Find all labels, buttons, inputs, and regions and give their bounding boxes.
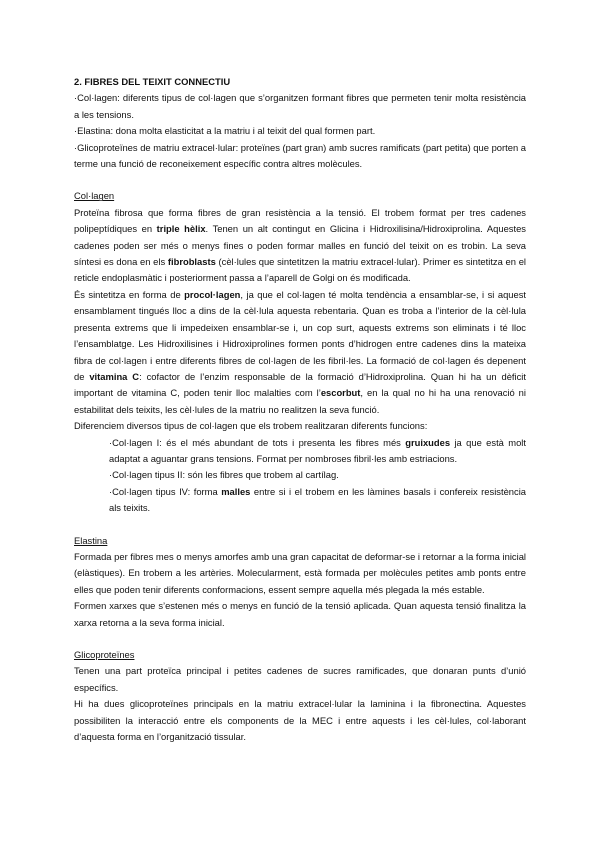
intro-elastin: ·Elastina: dona molta elasticitat a la matriu i al teixit del qual formen part. [74,125,376,137]
collagen-heading: Col·lagen [74,190,115,202]
intro-collagen: ·Col·lagen: diferents tipus de col·lagen que s’organitzen formant fibres que permeten tenir molta resistència a les tensions. [74,92,526,120]
collagen-type-4: ·Col·lagen tipus IV: forma malles entre si i el trobem en les làmines basals i confereix resistència als teixits. [109,485,526,514]
elastin-paragraph-2: Formen xarxes que s’estenen més o menys en funció de la tensió aplicada. Quan aquesta tensió finalitza la xarxa retorna a la seva forma inicial. [74,600,526,628]
glycoproteins-paragraph-1: Tenen una part proteïca principal i petites cadenes de sucres ramificades, que donaran punts d’unió específics. [74,665,526,693]
intro-glycoproteins: ·Glicoproteïnes de matriu extracel·lular: proteïnes (part gran) amb sucres ramificats (part petita) que porten a terme una funció de reconeixement específic contra altres molècules. [74,141,526,170]
glycoproteins-heading: Glicoproteïnes [74,649,135,660]
collagen-paragraph-2: És sintetitza en forma de procol·lagen, ja que el col·lagen té molta tendència a ensamblar-se, i si aquest ensamblament tingués lloc a dins de la cèl·lula aquesta rebentaria. Quan es troba a l’interior de la cèl·lula presenta extrems que li impedeixen ensamblar-se i, un cop surt, aquests extrems son eliminats i té lloc l’ensamblatge. Les Hidroxilisines i Hidroxiprolines formen ponts d’hidrogen entre cadenes dins la mateixa fibra de col·lagen i entre diferents fibres de col·lagen de les fibril·les. La formació de col·lagen és depenent de vitamina C: cofactor de l’enzim responsable de la formació d’Hidroxiprolina. Quan hi ha un dèficit important de vitamina C, poden tenir lloc malalties com l’escorbut, en la qual no hi ha una renovació ni estabilitat dels teixits, les cèl·lules de la matriu no realitzen la seva funció. [74,288,526,415]
collagen-type-2: ·Col·lagen tipus II: són les fibres que trobem al cartílag. [109,469,339,481]
glycoproteins-paragraph-2: Hi ha dues glicoproteïnes principals en la matriu extracel·lular la laminina i la fibronectina. Aquestes possibiliten la interacció entre els components de la MEC i entre aquests i les cèl·lules, col·laborant d’aquesta forma en l’organització tissular. [74,698,526,743]
collagen-types-intro: Diferenciem diversos tipus de col·lagen que els trobem realitzaran diferents funcions: [74,420,428,432]
collagen-type-1: ·Col·lagen I: és el més abundant de tots i presenta les fibres més gruixudes ja que està molt adaptat a aguantar grans tensions. Format per nombroses fibril·les amb estriacions. [109,436,526,464]
elastin-paragraph-1: Formada per fibres mes o menys amorfes amb una gran capacitat de deformar-se i retornar a la forma inicial (elàstiques). En trobem a les artèries. Molecularment, està formada per molècules petites amb ponts entre elles que poden tenir diferents conformacions, essent sempre aquella més plegada la més estable. [74,550,526,595]
elastin-heading: Elastina [74,534,108,546]
document-title: 2. FIBRES DEL TEIXIT CONNECTIU [74,76,231,87]
collagen-paragraph-1: Proteïna fibrosa que forma fibres de gran resistència a la tensió. El trobem format per tres cadenes polipeptídiques en triple hèlix. Tenen un alt contingut en Glicina i Hidroxilisina/Hidroxiprolina. Aquestes cadenes poden ser més o menys fines o poden formar malles en funció del teixit on es trobin. La seva síntesi es dona en els fibroblasts (cèl·lules que sintetitzen la matriu extracel·lular). Primer es sintetitza en el reticle endoplasmàtic i posteriorment passa a l’aparell de Golgi on és modificada. [74,206,526,284]
